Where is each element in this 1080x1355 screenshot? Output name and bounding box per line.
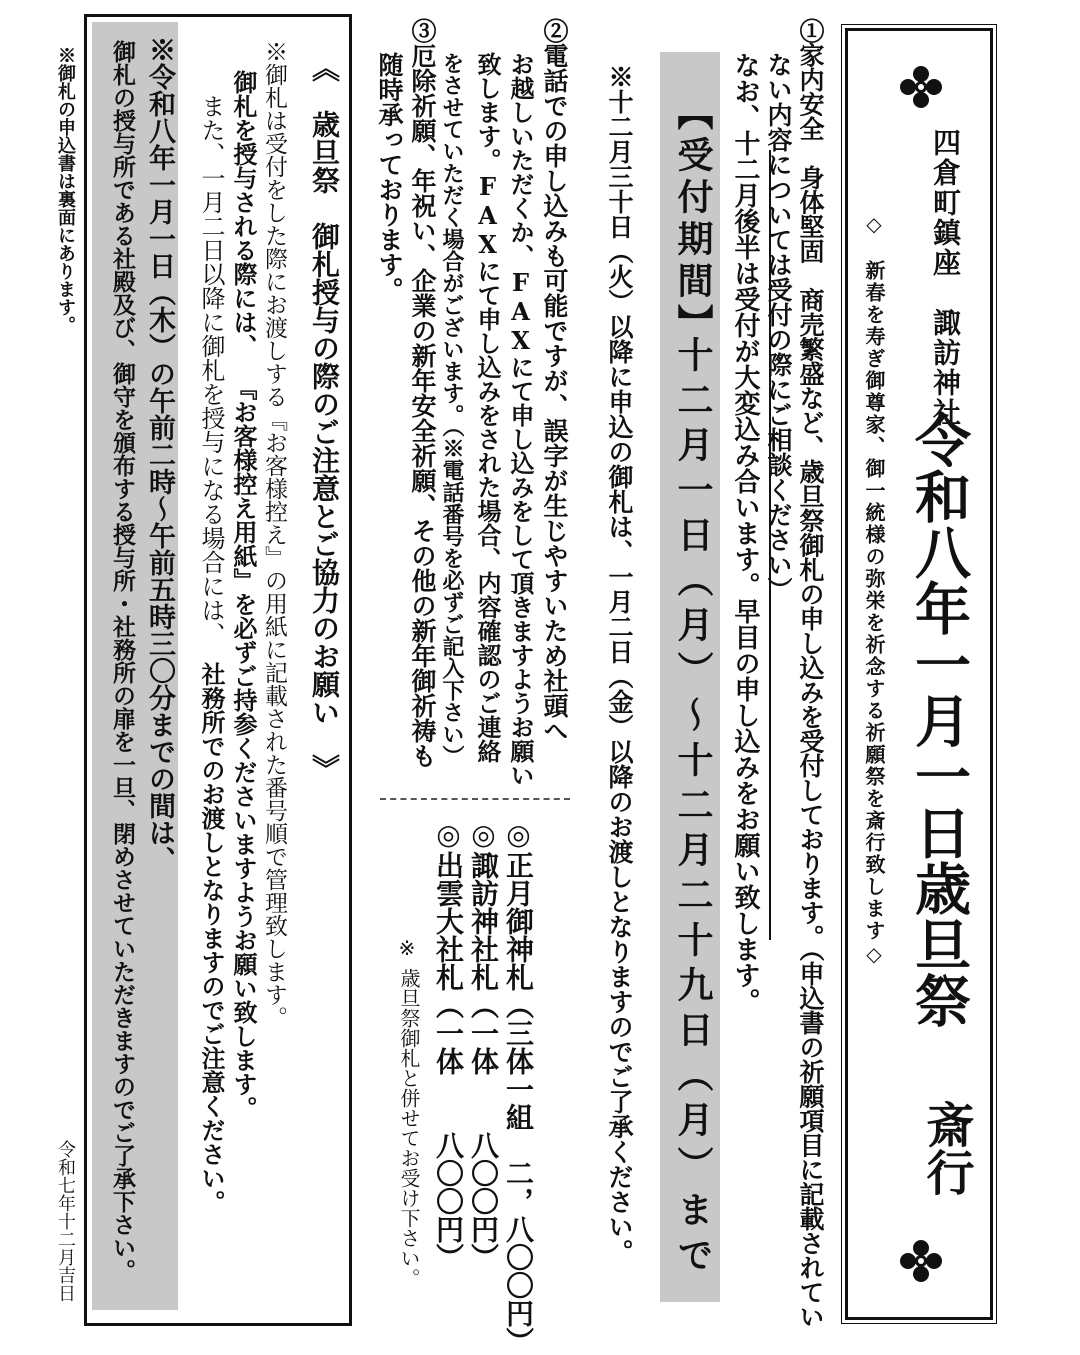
notice-p3b: 社務所でのお渡しとなりますのでご注意ください。: [197, 662, 226, 1214]
notice-p1: ※御札は受付をした際にお渡しする『お客様控え』の用紙に記載された番号順で管理致します。: [261, 40, 287, 1029]
item3-line2: 随時承っております。: [375, 52, 404, 302]
notice-p2b: 『お客様控え用紙』を必ずご持参くださいますようお願い致します。: [229, 376, 258, 1120]
crest-icon: [898, 64, 944, 110]
price-note: 歳旦祭御札と併せてお受け下さい。: [397, 968, 421, 1288]
crest-icon: [898, 1238, 944, 1284]
event-title: 令和八年一月一日歳旦祭: [906, 412, 972, 1028]
notice-heading: 《 歳旦祭 御札授与の際のご注意とご協力のお願い 》: [308, 54, 341, 782]
period-range: 十二月一日（月）～十二月二十九日（月）まで: [672, 336, 714, 1281]
price-note-mark: ※: [395, 936, 419, 960]
highlight-line1: ※令和八年一月一日（木）の午前二時～午前五時三〇分までの間は、: [144, 36, 175, 873]
price-item: ◎諏訪神社札（一体 八〇〇円）: [467, 818, 500, 1271]
dashed-divider: [380, 798, 570, 800]
price-item: ◎出雲大社札（一体 八〇〇円）: [432, 818, 465, 1271]
period-label: 【受付期間】: [672, 94, 714, 346]
item1-line1: ①家内安全 身体堅固 商売繁盛など、歳旦祭御札の申し込みを受付しております。（申込書の祈願項目に記載されてい: [796, 18, 825, 1329]
shrine-name: 四倉町鎮座 諏訪神社: [929, 128, 962, 428]
item1-line2: ない内容については受付の際にご相談ください）: [764, 52, 793, 602]
notice-p2a: 御札を授与される際には、: [229, 70, 258, 358]
item2-line4: をさせていただく場合がございます。（※電話番号を必ずご記入下さい）: [439, 52, 465, 767]
held-label: 斎行: [918, 1100, 974, 1196]
period-note: ※十二月三十日（火）以降に申込の御札は、一月二日（金）以降のお渡しとなりますのでご了承ください。: [605, 64, 634, 1264]
item2-line1: ②電話での申し込みも可能ですが、誤字が生じやすいため社頭へ: [540, 18, 569, 743]
issue-date: 令和七年十二月吉日: [55, 1140, 76, 1302]
emphasis-rule: [769, 150, 771, 940]
price-item: ◎正月御神札（三体一組 二，八〇〇円）: [502, 818, 535, 1355]
item3-line1: ③厄除祈願、年祝い、企業の新年安全祈願、その他の新年御祈祷も: [408, 18, 437, 768]
item1-line3: なお、十二月後半は受付が大変込み合います。早目の申し込みをお願い致します。: [730, 52, 760, 1014]
subtitle: ◇ 新春を寿ぎ御尊家、御一統様の弥栄を祈念する祈願祭を斎行致します◇: [862, 212, 886, 968]
item2-line3: 致します。FAXにて申し込みをされた場合、内容確認のご連絡: [473, 52, 502, 763]
notice-p3a: また、一月二日以降に御札を授与になる場合には、: [197, 94, 225, 646]
item2-line2: お越しいただくか、FAXにて申し込みをして頂きますようお願い: [506, 52, 535, 787]
highlight-line2: 御札の授与所である社殿及び、御守を頒布する授与所・社務所の扉を一旦、閉めさせていただきますのでご了承下さい。: [109, 40, 136, 1282]
back-note: ※御札の申込書は裏面にあります。: [55, 46, 76, 334]
